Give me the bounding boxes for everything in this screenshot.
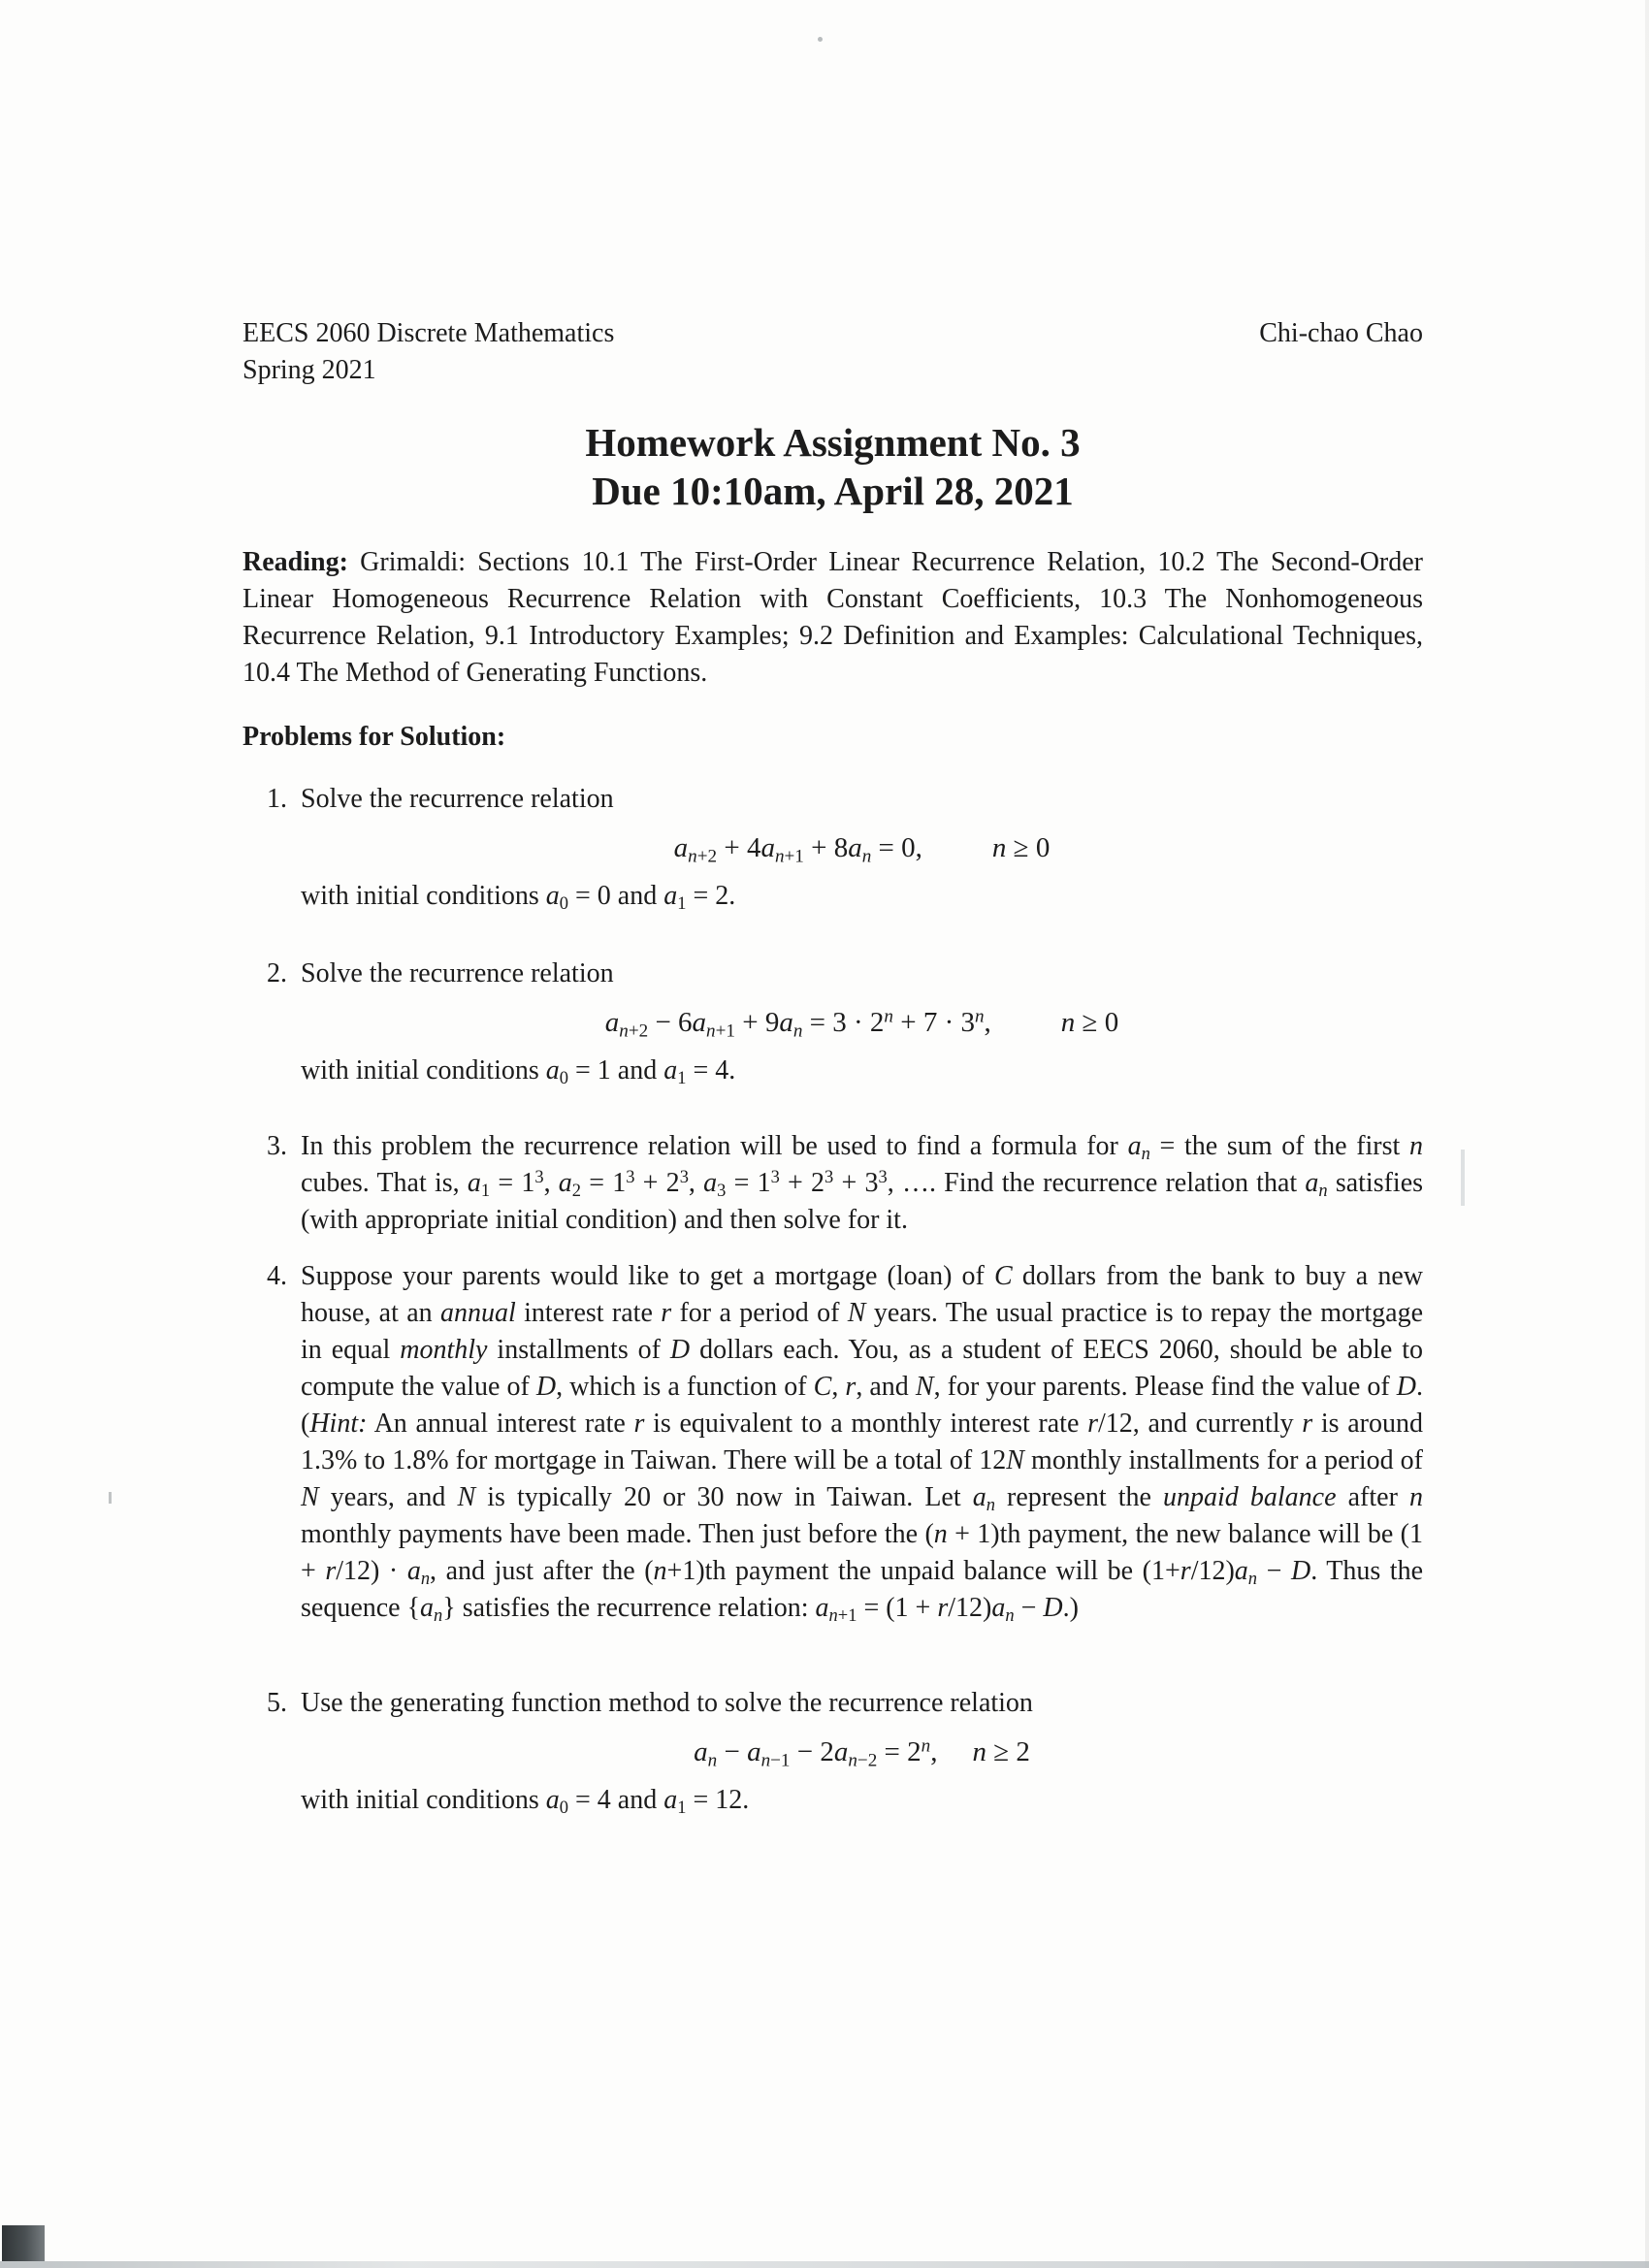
problem-number: 4. (267, 1261, 287, 1291)
equation-condition: n ≥ 0 (991, 832, 1051, 863)
problem-item-2 (242, 956, 1423, 1089)
problem-body: In this problem the recurrence relation will be used to find a formula for $a_n$ = the sum of the first n cubes. That is, $a_1 = 1^3$, $a_2 = 1^3 + 2^3$, $a_3 = 1^3 + 2^3 + 3^3$, …. Find the recurrence relation that $a_n$ satisfies (with appropriate initial condition) and then solve for it. (301, 1131, 1424, 1235)
equation: $a_n - a_{n-1} - 2a_{n-2} = 2^n$, (694, 1735, 938, 1771)
problem-number: 2. (267, 958, 287, 988)
course-title: EECS 2060 Discrete Mathematics (242, 318, 615, 348)
scan-speck (818, 37, 823, 42)
document-header (242, 315, 1423, 389)
header-left (242, 315, 614, 389)
scan-corner-mark (2, 2225, 45, 2261)
problem-body: Suppose your parents would like to get a mortgage (loan) of C dollars from the bank to buy a new house, at an annual interest rate r for a period of N years. The usual practice is to repay the mortgage in equal monthly installments of D dollars each. You, as a student of EECS 2060, should be able to compute the value of D, which is a function of C, r, and N, for your parents. Please find the value of D. (Hint: An annual interest rate r is equivalent to a monthly interest rate r/12, and currently r is around 1.3% to 1.8% for mortgage in Taiwan. There will be a total of 12N monthly installments for a period of N years, and N is typically 20 or 30 now in Taiwan. Let $a_n$ represent the unpaid balance after n monthly payments have been made. Then just before the (n + 1)th payment, the new balance will be $(1 + r/12) \cdot a_n$, and just after the (n+1)th payment the unpaid balance will be $(1+r/12)a_n - D$. Thus the sequence $\{a_n\}$ satisfies the recurrence relation: $a_{n+1} = (1 + r/12)a_n - D$.) (301, 1261, 1424, 1626)
problem-outro: with initial conditions $a_0 = 4$ and $a_1 = 12$. (301, 1785, 750, 1818)
problem-item-1 (242, 781, 1423, 915)
equation: $a_{n+2} + 4a_{n+1} + 8a_n = 0$, (673, 832, 922, 867)
reading-label: Reading: (242, 547, 348, 577)
problem-equation-row (301, 1730, 1423, 1774)
reading-paragraph (242, 544, 1423, 692)
equation-condition: n ≥ 0 (1060, 1007, 1119, 1038)
assignment-title-line1: Homework Assignment No. 3 (585, 420, 1081, 465)
scan-speck (109, 1492, 112, 1504)
assignment-title (242, 418, 1423, 515)
problem-intro: Solve the recurrence relation (301, 958, 614, 988)
scan-edge-shadow (1645, 0, 1649, 2268)
problem-number: 1. (267, 784, 287, 814)
problem-outro: with initial conditions $a_0 = 0$ and $a_1 = 2$. (301, 881, 736, 914)
instructor-name: Chi-chao Chao (1259, 318, 1423, 348)
problem-outro: with initial conditions $a_0 = 1$ and $a_1 = 4$. (301, 1055, 736, 1088)
course-term: Spring 2021 (242, 355, 376, 385)
equation-condition: n ≥ 2 (972, 1736, 1030, 1767)
problem-intro: Use the generating function method to solve the recurrence relation (301, 1688, 1033, 1718)
problem-item-3 (242, 1128, 1423, 1239)
scan-speck (1461, 1150, 1465, 1206)
problems-heading: Problems for Solution: (242, 722, 506, 752)
problem-number: 5. (267, 1688, 287, 1718)
problem-equation-row (301, 1000, 1423, 1045)
assignment-due-line: Due 10:10am, April 28, 2021 (592, 469, 1074, 513)
reading-body: Grimaldi: Sections 10.1 The First-Order Linear Recurrence Relation, 10.2 The Second-Order Linear Homogeneous Recurrence Relation with Constant Coefficients, 10.3 The Nonhomogeneous Recurrence Relation, 9.1 Introductory Examples; 9.2 Definition and Examples: Calculational Techniques, 10.4 The Method of Generating Functions. (242, 547, 1424, 688)
problem-number: 3. (267, 1131, 287, 1161)
equation: $a_{n+2} - 6a_{n+1} + 9a_n = 3 \cdot 2^n + 7 \cdot 3^n$, (604, 1006, 991, 1042)
problem-intro: Solve the recurrence relation (301, 784, 614, 814)
problem-equation-row (301, 826, 1423, 870)
scan-bottom-edge (0, 2261, 1649, 2268)
problem-item-4 (242, 1258, 1423, 1627)
problem-item-5 (242, 1685, 1423, 1819)
